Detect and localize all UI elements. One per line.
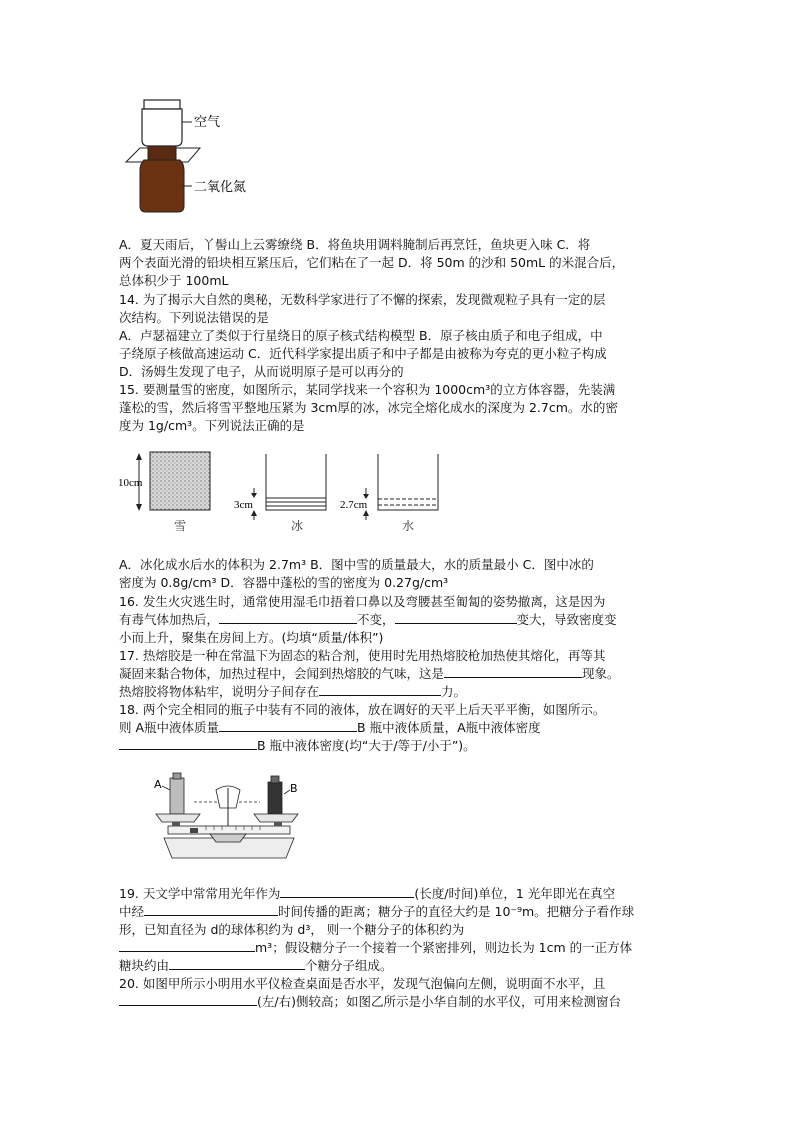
dim-2-7cm: 2.7cm <box>340 499 368 511</box>
dim-10cm: 10cm <box>118 477 143 489</box>
q19-blank-1[interactable] <box>280 885 414 898</box>
ice-label: 冰 <box>291 519 304 533</box>
q17-blank-1[interactable] <box>444 665 582 678</box>
snow-ice-water-figure <box>116 448 446 540</box>
dim-3cm: 3cm <box>234 499 253 511</box>
q19-line1: 19. 天文学中常常用光年作为 (长度/时间)单位，1 光年即光在真空 <box>119 886 616 901</box>
air-bottle <box>142 109 182 146</box>
q14-stem-line1: 14. 为了揭示大自然的奥秘，无数科学家进行了不懈的探索，发现微观粒子具有一定的层 <box>119 292 606 307</box>
q15-stem-line3: 度为 1g/cm³。下列说法正确的是 <box>119 418 305 433</box>
q14-options-line1: A．卢瑟福建立了类似于行星绕日的原子核式结构模型 B．原子核由质子和电子组成，中 <box>119 328 603 343</box>
q20-line2: (左/右)侧较高；如图乙所示是小华自制的水平仪，可用来检测窗台 <box>119 993 621 1011</box>
no2-label: 二氧化氮 <box>194 180 247 195</box>
q19-line3: 形，已知直径为 d的球体积约为 d³， 则一个糖分子的体积约为 <box>119 922 465 937</box>
q14-stem-line2: 次结构。下列说法错误的是 <box>119 310 270 325</box>
q17-blank-2[interactable] <box>319 683 441 696</box>
q20-blank-1[interactable] <box>119 993 257 1006</box>
q15-stem-line2: 蓬松的雪，然后将雪平整地压紧为 3cm厚的冰，冰完全熔化成水的深度为 2.7cm。水的密 <box>119 400 618 415</box>
q13-options-line3: 总体积少于 100mL <box>119 273 229 288</box>
no2-bottle <box>140 160 184 212</box>
balance-figure <box>150 768 310 868</box>
q17-line2: 凝固来黏合物体，加热过程中，会闻到热熔胶的气味，这是 现象。 <box>119 666 620 681</box>
q19-blank-3[interactable] <box>119 939 255 952</box>
q13-options-line2: 两个表面光滑的铅块相互紧压后，它们粘在了一起 D．将 50m 的沙和 50mL 的米混合后， <box>119 255 625 270</box>
q15-options-line1: A．冰化成水后水的体积为 2.7m³ B．图中雪的质量最大，水的质量最小 C．图中冰的 <box>119 557 594 572</box>
q16-line3: 小而上升，聚集在房间上方。(均填“质量/体积”) <box>119 630 384 645</box>
balance-beam <box>168 826 290 834</box>
bottle-a <box>170 778 184 814</box>
snow-label: 雪 <box>174 519 187 533</box>
q18-blank-1[interactable] <box>219 719 357 732</box>
q19-blank-4[interactable] <box>169 957 305 970</box>
gas-diffusion-figure <box>118 96 258 216</box>
snow-container <box>150 452 210 510</box>
q19-line2: 中经 时间传播的距离；糖分子的直径大约是 10⁻⁹m。把糖分子看作球 <box>119 904 635 919</box>
q18-blank-2[interactable] <box>119 737 257 750</box>
q18-line1: 18. 两个完全相同的瓶子中装有不同的液体，放在调好的天平上后天平平衡，如图所示。 <box>119 702 606 717</box>
q19-line4: m³；假设糖分子一个接着一个紧密排列，则边长为 1cm 的一正方体 <box>119 939 632 957</box>
bottle-b-label: B <box>290 782 298 795</box>
q14-options-line2: 子绕原子核做高速运动 C．近代科学家提出质子和中子都是由被称为夸克的更小粒子构成 <box>119 346 607 361</box>
q16-blank-1[interactable] <box>219 611 357 624</box>
q13-options-line1: A．夏天雨后，丫髻山上云雾缭绕 B．将鱼块用调料腌制后再烹饪，鱼块更入味 C．将 <box>119 237 591 252</box>
bottle-a-label: A <box>154 778 162 791</box>
q15-stem-line1: 15. 要测量雪的密度，如图所示，某同学找来一个容积为 1000cm³的立方体容器，先装满 <box>119 382 616 397</box>
q15-options-line2: 密度为 0.8g/cm³ D．容器中蓬松的雪的密度为 0.27g/cm³ <box>119 575 449 590</box>
air-label: 空气 <box>194 115 221 130</box>
q17-line3: 热熔胶将物体粘牢，说明分子间存在 力。 <box>119 684 467 699</box>
q19-line5: 糖块约由 个糖分子组成。 <box>119 958 393 973</box>
q19-blank-2[interactable] <box>144 903 278 916</box>
q14-options-line3: D．汤姆生发现了电子，从而说明原子是可以再分的 <box>119 364 404 379</box>
q16-blank-2[interactable] <box>395 611 517 624</box>
q16-line2: 有毒气体加热后， 不变， 变大，导致密度变 <box>119 612 617 627</box>
bottle-b <box>268 782 282 814</box>
left-pan <box>156 814 200 822</box>
no2-bottle-neck <box>148 146 176 160</box>
q20-line1: 20. 如图甲所示小明用水平仪检查桌面是否水平，发现气泡偏向左侧，说明面不水平，且 <box>119 976 606 991</box>
right-pan <box>254 814 298 822</box>
air-bottle-cap <box>144 100 180 109</box>
water-label: 水 <box>402 519 415 533</box>
q16-line1: 16. 发生火灾逃生时，通常使用湿毛巾捂着口鼻以及弯腰甚至匍匐的姿势撤离，这是因为 <box>119 594 606 609</box>
water-container <box>378 454 438 510</box>
q18-line2: 则 A瓶中液体质量 B 瓶中液体质量，A瓶中液体密度 <box>119 720 541 735</box>
q18-line3: B 瓶中液体密度(均“大于/等于/小于”)。 <box>119 737 476 755</box>
q17-line1: 17. 热熔胶是一种在常温下为固态的粘合剂，使用时先用热熔胶枪加热使其熔化，再等其 <box>119 648 606 663</box>
